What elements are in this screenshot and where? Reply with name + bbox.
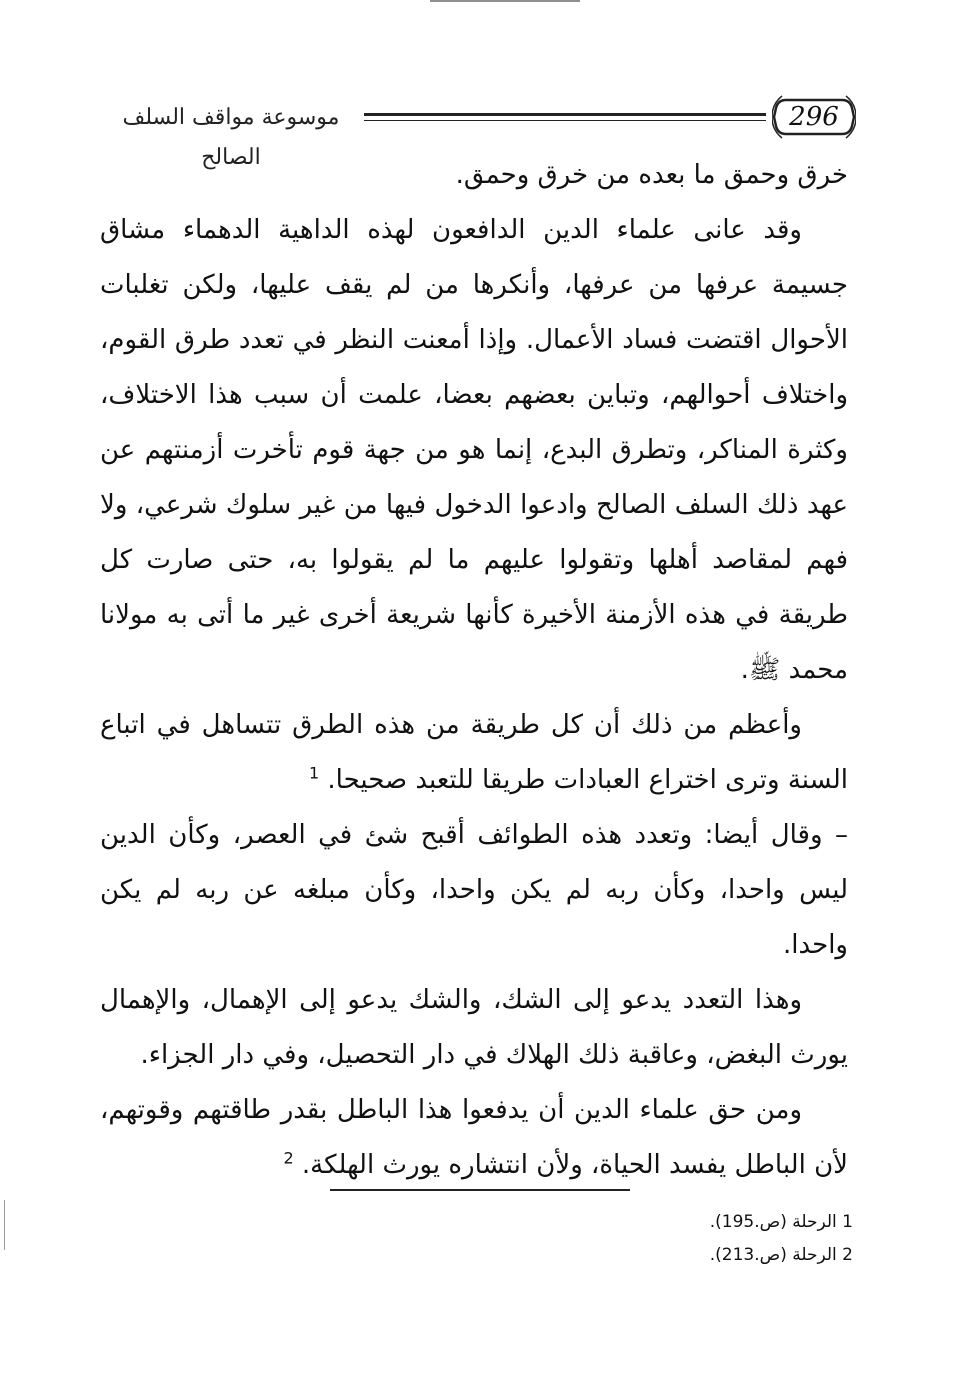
paragraph-6: ومن حق علماء الدين أن يدفعوا هذا الباطل بقدر طاقتهم وقوتهم، لأن الباطل يفسد الحياة، ولأن انتشاره يورث الهلكة. $^2$: [100, 1095, 848, 1180]
footnote-ref-1[interactable]: 1: [308, 763, 320, 783]
footnote-1: 1 الرحلة (ص.195).: [709, 1212, 853, 1232]
page-header: [96, 92, 856, 170]
header-rule-thin: [364, 120, 766, 121]
footnotes: [453, 1206, 853, 1272]
scan-artifact-top: [430, 0, 580, 6]
body-text: [100, 148, 848, 1193]
paragraph-1: خرق وحمق ما بعده من خرق وحمق.: [455, 160, 848, 190]
header-rule: [364, 113, 766, 116]
page-number: 296: [789, 102, 839, 132]
paragraph-3: وأعظم من ذلك أن كل طريقة من هذه الطرق تتساهل في اتباع السنة وترى اختراع العبادات طريقا للتعبد صحيحا. $^1$: [100, 710, 848, 795]
page-number-badge: [772, 92, 856, 142]
scan-margin-line: [4, 1200, 5, 1250]
paragraph-5: وهذا التعدد يدعو إلى الشك، والشك يدعو إلى الإهمال، والإهمال يورث البغض، وعاقبة ذلك الهلاك في دار التحصيل، وفي دار الجزاء.: [100, 985, 848, 1070]
footnote-2: 2 الرحلة (ص.213).: [709, 1245, 853, 1265]
footnote-separator: [330, 1189, 630, 1191]
footnote-ref-2[interactable]: 2: [283, 1148, 294, 1168]
paragraph-4: – وقال أيضا: وتعدد هذه الطوائف أقبح شئ في العصر، وكأن الدين ليس واحدا، وكأن ربه لم يكن واحدا، وكأن مبلغه عن ربه لم يكن واحدا.: [100, 820, 848, 960]
paragraph-2: وقد عانى علماء الدين الدافعون لهذه الداهية الدهماء مشاق جسيمة عرفها من عرفها، وأنكرها من لم يقف عليها، ولكن تغلبات الأحوال اقتضت فساد الأعمال. وإذا أمعنت النظر في تعدد طرق القوم، واختلاف أحوالهم، وتباين بعضهم بعضا، علمت أن سبب هذا الاختلاف، وكثرة المناكر، وتطرق البدع، إنما هو من جهة قوم تأخرت أزمنتهم عن عهد ذلك السلف الصالح وادعوا الدخول فيها من غير سلوك شرعي، ولا فهم لمقاصد أهلها وتقولوا عليهم ما لم يقولوا به، حتى صارت كل طريقة في هذه الأزمنة الأخيرة كأنها شريعة أخرى غير ما أتى به مولانا محمد ﷺ.: [100, 215, 848, 685]
book-title: موسوعة مواقف السلف الصالح: [122, 105, 340, 170]
